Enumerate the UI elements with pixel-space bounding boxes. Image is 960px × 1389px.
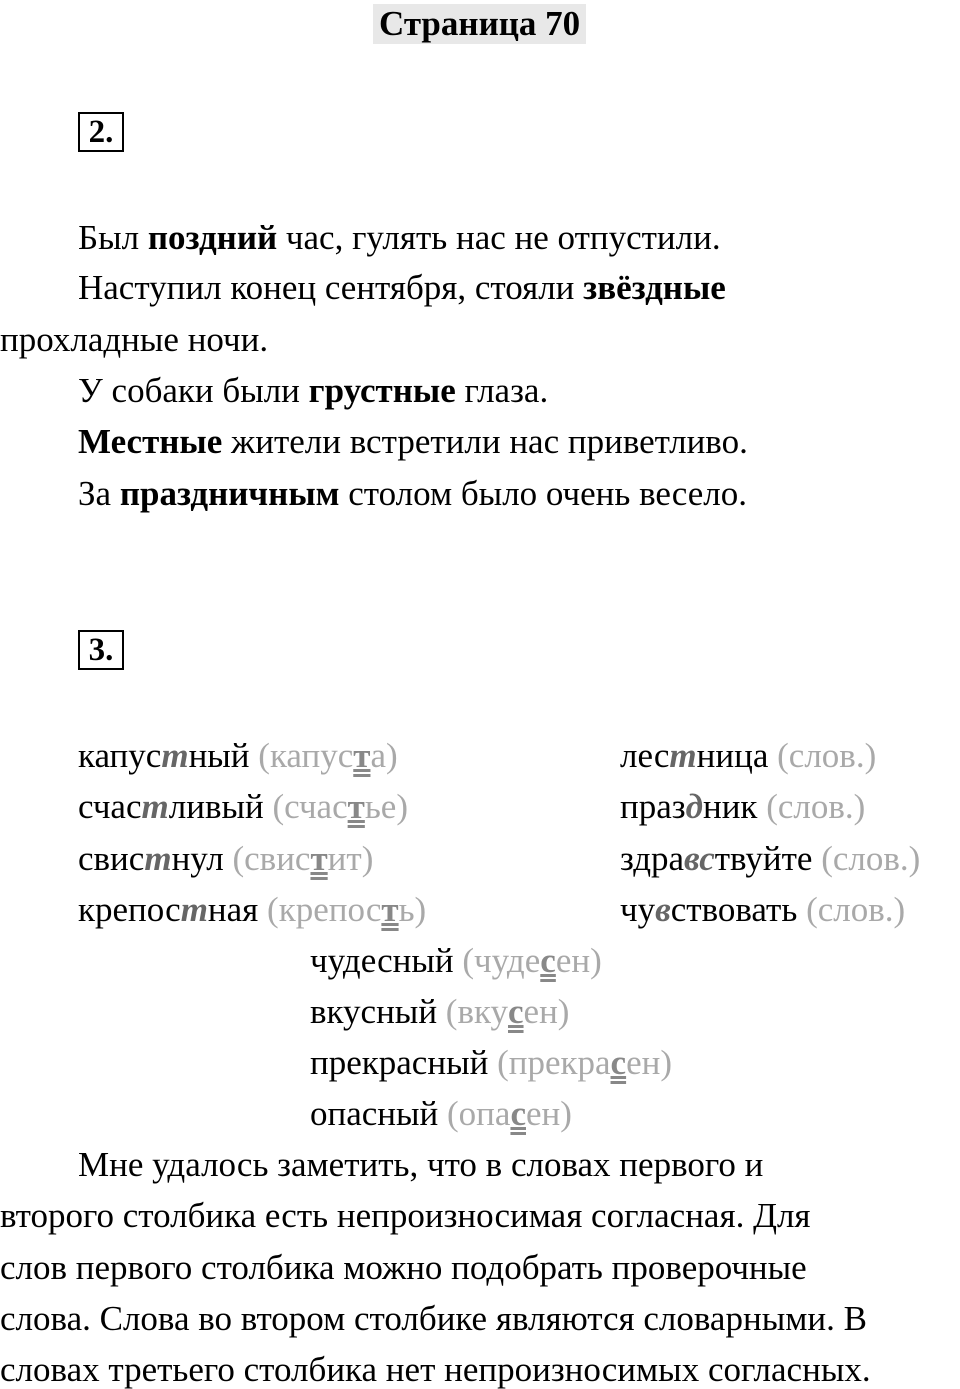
- check-word: (опасен): [447, 1094, 572, 1133]
- text: глаза.: [455, 371, 549, 410]
- silent-consonant: в: [655, 890, 671, 929]
- text: прохладные ночи.: [0, 320, 269, 359]
- page-title: Страница 70: [373, 4, 586, 44]
- word-row: [310, 1045, 672, 1080]
- check-word: (прекрасен): [497, 1043, 673, 1082]
- bold-word: Местные: [78, 422, 223, 461]
- silent-consonant: т: [669, 736, 697, 775]
- dictionary-note: (слов.): [806, 890, 906, 929]
- paragraph-line: второго столбика есть непроизносимая согласная. Для: [0, 1196, 811, 1235]
- word-part: крепос: [78, 890, 181, 929]
- word-part: ник: [702, 787, 758, 826]
- silent-consonant: т: [141, 787, 169, 826]
- word-row: [620, 789, 865, 824]
- word-row: [78, 841, 373, 876]
- word-part: ливый: [168, 787, 264, 826]
- text: жители встретили нас приветливо.: [222, 422, 748, 461]
- sentence-3: [78, 373, 548, 408]
- check-word: (вкусен): [445, 992, 570, 1031]
- word-row: [620, 738, 876, 773]
- word-part: счас: [78, 787, 142, 826]
- dictionary-note: (слов.): [821, 839, 921, 878]
- silent-consonant: т: [144, 839, 172, 878]
- bold-word: поздний: [147, 218, 278, 257]
- text: Был: [78, 218, 148, 257]
- check-word: (капуста): [258, 736, 398, 775]
- paragraph-line: слов первого столбика можно подобрать проверочные: [0, 1248, 807, 1287]
- silent-consonant: вс: [684, 839, 715, 878]
- text: У собаки были: [78, 371, 309, 410]
- word-row: [620, 841, 920, 876]
- word-row: [310, 943, 602, 978]
- check-word: (свистит): [232, 839, 374, 878]
- word-part: лес: [620, 736, 670, 775]
- text: час, гулять нас не отпустили.: [277, 218, 721, 257]
- word-part: чу: [620, 890, 656, 929]
- check-word: (чудесен): [462, 941, 602, 980]
- word-part: здра: [620, 839, 685, 878]
- word: прекрасный: [310, 1043, 489, 1082]
- word: чудесный: [310, 941, 454, 980]
- word-part: нул: [171, 839, 224, 878]
- dictionary-note: (слов.): [766, 787, 866, 826]
- silent-consonant: т: [180, 890, 208, 929]
- word-part: твуйте: [714, 839, 813, 878]
- text: Наступил конец сентября, стояли: [78, 268, 584, 307]
- sentence-1: [78, 220, 721, 255]
- word-row: [620, 892, 905, 927]
- paragraph-line: слова. Слова во втором столбике являются словарными. В: [0, 1299, 867, 1338]
- check-word: (счастье): [272, 787, 408, 826]
- word-part: ный: [188, 736, 250, 775]
- word-row: [78, 738, 398, 773]
- word: вкусный: [310, 992, 438, 1031]
- word-part: ная: [207, 890, 259, 929]
- word: опасный: [310, 1094, 439, 1133]
- dictionary-note: (слов.): [777, 736, 877, 775]
- bold-word: грустные: [308, 371, 456, 410]
- word-part: капус: [78, 736, 162, 775]
- text: За: [78, 474, 120, 513]
- word-row: [310, 1096, 572, 1131]
- paragraph-line: словах третьего столбика нет непроизносимых согласных.: [0, 1350, 871, 1389]
- word-row: [78, 892, 426, 927]
- word-part: свис: [78, 839, 145, 878]
- sentence-4: [78, 424, 748, 459]
- text: столом было очень весело.: [339, 474, 748, 513]
- sentence-2: [78, 270, 726, 305]
- sentence-2-continued: [0, 322, 268, 357]
- word-row: [310, 994, 569, 1029]
- bold-word: праздничным: [119, 474, 340, 513]
- word-part: праз: [620, 787, 686, 826]
- task-3-number: 3.: [78, 630, 124, 670]
- sentence-5: [78, 476, 747, 511]
- word-part: ствовать: [670, 890, 798, 929]
- bold-word: звёздные: [583, 268, 726, 307]
- silent-consonant: т: [161, 736, 189, 775]
- silent-consonant: д: [685, 787, 703, 826]
- task-2-number: 2.: [78, 112, 124, 152]
- paragraph-line: Мне удалось заметить, что в словах первого и: [78, 1145, 764, 1184]
- check-word: (крепость): [267, 890, 427, 929]
- word-row: [78, 789, 408, 824]
- word-part: ница: [696, 736, 769, 775]
